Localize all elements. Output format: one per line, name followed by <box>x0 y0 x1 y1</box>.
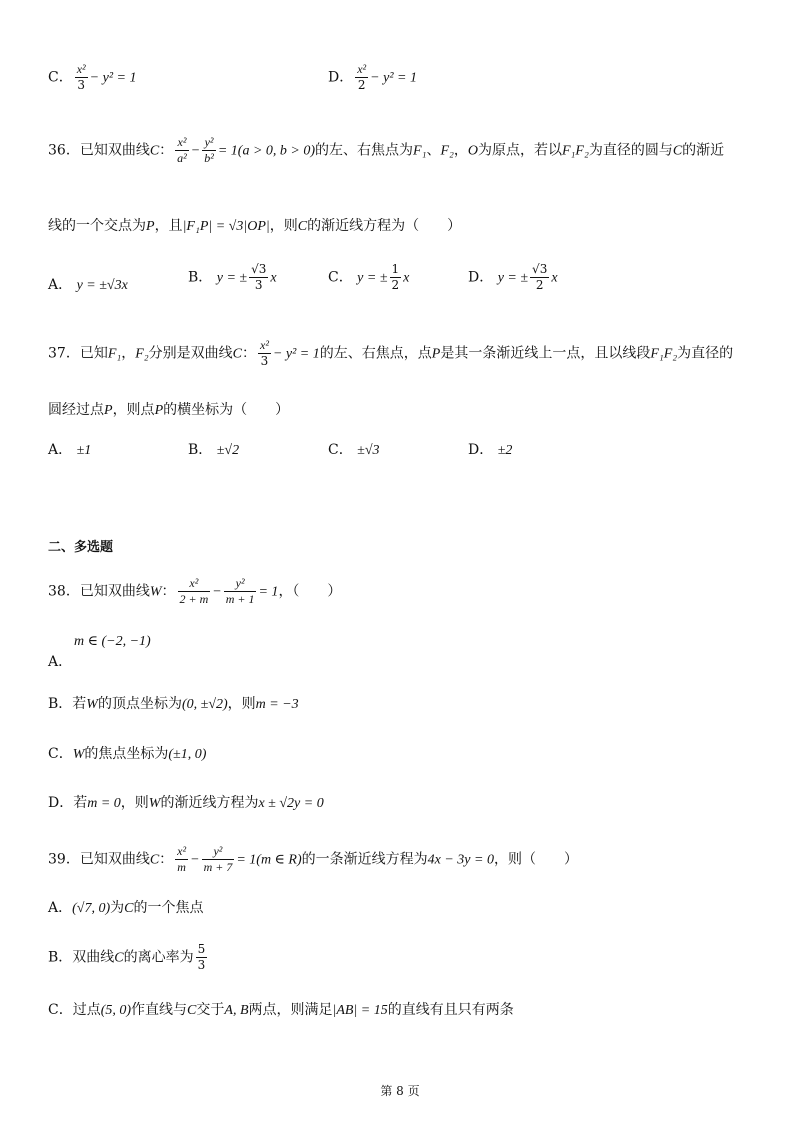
option-label: A． <box>48 442 73 458</box>
math: x <box>403 270 410 286</box>
q37-option-b <box>188 440 239 461</box>
option-label: D． <box>468 269 494 286</box>
math: W <box>86 697 98 712</box>
math: 4x − 3y = 0 <box>427 852 494 868</box>
math: A, B <box>224 1003 249 1018</box>
text: ，则 <box>120 795 149 811</box>
fraction <box>224 576 257 607</box>
math: − y² = 1 <box>272 346 320 362</box>
denominator: 3 <box>260 354 269 368</box>
option-label: D．若 <box>48 795 88 811</box>
math: (5, 0) <box>100 1003 132 1018</box>
text: 的离心率为 <box>123 949 194 966</box>
denominator: 3 <box>254 278 263 292</box>
math: (√7, 0) <box>72 901 111 916</box>
q37-option-c <box>328 440 380 461</box>
math: = 1 <box>258 584 279 600</box>
math: (±1, 0) <box>168 747 207 762</box>
option-label: D． <box>468 442 494 458</box>
section-heading: 二、多选题 <box>48 540 114 555</box>
math: O <box>467 143 478 159</box>
option-label: C．过点 <box>48 1002 101 1018</box>
option-label: A． <box>48 654 73 670</box>
option-label: A． <box>48 900 73 916</box>
text: 的焦点坐标为 <box>84 746 169 762</box>
math: − <box>212 584 222 600</box>
fraction <box>202 135 216 166</box>
text: 交于 <box>196 1002 225 1018</box>
text: 的左、右焦点为 <box>315 142 414 159</box>
text: ： <box>242 345 257 362</box>
math: y = ± <box>357 270 388 286</box>
option-label: C． <box>328 442 353 458</box>
question-number: 38．已知双曲线 <box>48 583 150 600</box>
fraction <box>202 844 235 875</box>
option-label: B．若 <box>48 696 87 712</box>
q36-stem-line1 <box>48 135 724 166</box>
text: 的渐近 <box>682 142 725 159</box>
page-footer: 第 8 页 <box>380 1084 420 1098</box>
math: C <box>114 950 124 966</box>
expression: − y² = 1 <box>370 70 417 86</box>
q36-option-c <box>328 262 409 293</box>
denominator: a² <box>177 151 187 165</box>
text: 为 <box>110 900 125 916</box>
q38-option-b <box>48 694 299 715</box>
option-label: A． <box>48 277 73 293</box>
numerator: √3 <box>532 262 548 276</box>
text: ，则点 <box>112 402 155 418</box>
math: x <box>551 270 558 286</box>
q37-stem-line2 <box>48 400 289 421</box>
text: 的直线有且只有两条 <box>387 1002 514 1018</box>
math: m = −3 <box>255 697 299 712</box>
denominator: b² <box>204 151 214 165</box>
math: − <box>190 143 201 159</box>
text: 圆经过点 <box>48 402 104 418</box>
math: W <box>72 747 85 762</box>
numerator: x² <box>175 135 189 151</box>
math: C <box>149 143 160 159</box>
numerator: x² <box>76 62 86 76</box>
question-number: 39．已知双曲线 <box>48 851 150 868</box>
q36-stem-line2 <box>48 216 461 237</box>
expression: − y² = 1 <box>89 70 137 86</box>
q38-option-a <box>48 632 151 672</box>
math: x <box>270 270 277 286</box>
math: = 1(m ∈ R) <box>236 852 302 868</box>
math: C <box>124 901 134 916</box>
q39-option-a <box>48 898 203 919</box>
expression: ±1 <box>76 443 92 458</box>
question-number: 37．已知 <box>48 345 108 362</box>
math: F₂ <box>440 143 454 159</box>
fraction <box>390 262 402 293</box>
fraction <box>175 135 189 166</box>
q39-option-b <box>48 942 209 973</box>
option-label: B． <box>188 442 213 458</box>
q37-option-a <box>48 440 91 461</box>
math: P <box>104 403 113 418</box>
numerator: 5 <box>197 942 206 956</box>
math: C <box>232 346 243 362</box>
text: 作直线与 <box>131 1002 188 1018</box>
math: P <box>146 219 155 234</box>
text: 为直径的 <box>677 345 734 362</box>
denominator: 2 <box>535 278 544 292</box>
option-label: C． <box>328 269 353 286</box>
numerator: x² <box>357 62 367 76</box>
option-label: B．双曲线 <box>48 949 115 966</box>
text: ，则 <box>269 218 298 234</box>
text: 为原点，若以 <box>477 142 562 159</box>
numerator: x² <box>260 338 269 352</box>
q39-option-c <box>48 1000 514 1021</box>
text: 线的一个交点为 <box>48 218 146 234</box>
q36-option-a <box>48 275 128 296</box>
q36-option-b <box>188 262 277 293</box>
q36-option-d <box>468 262 558 293</box>
q35-option-d <box>328 62 417 93</box>
fraction <box>258 338 271 369</box>
math: (0, ±√2) <box>181 697 228 712</box>
text: 的渐近线方程为 <box>160 795 259 811</box>
numerator: y² <box>202 135 216 151</box>
expression: ±√2 <box>216 443 240 458</box>
text: 是其一条渐近线上一点，且以线段 <box>440 345 651 362</box>
text: 的横坐标为（ ） <box>163 402 290 418</box>
fraction <box>178 576 211 607</box>
text: ： <box>161 583 176 600</box>
text: ，且 <box>154 218 183 234</box>
math: C <box>672 143 683 159</box>
numerator: √3 <box>251 262 267 276</box>
expression: y = ±√3x <box>76 278 128 293</box>
text: 的渐近线方程为（ ） <box>307 218 462 234</box>
option-label: B． <box>188 269 213 286</box>
numerator: x² <box>178 576 211 592</box>
fraction <box>75 62 88 93</box>
q37-option-d <box>468 440 512 461</box>
math: P <box>431 346 441 362</box>
denominator: m <box>177 860 186 874</box>
math: C <box>297 219 308 234</box>
text: 为直径的圆与 <box>588 142 673 159</box>
numerator: 1 <box>391 262 400 276</box>
denominator: 2 <box>357 78 366 92</box>
math: F₁ <box>107 346 122 362</box>
denominator: 3 <box>77 78 85 92</box>
math: C <box>149 852 160 868</box>
math: − <box>190 852 200 868</box>
math: y = ± <box>497 270 529 286</box>
text: 分别是双曲线 <box>148 345 233 362</box>
math: W <box>149 584 162 600</box>
expression: m ∈ (−2, −1) <box>74 634 151 649</box>
q38-option-d <box>48 793 324 814</box>
numerator: x² <box>177 844 187 858</box>
question-number: 36．已知双曲线 <box>48 142 150 159</box>
math: F₁ <box>413 143 427 159</box>
text: 的左、右焦点，点 <box>319 345 432 362</box>
math: |F₁P| = √3|OP| <box>182 219 270 234</box>
text: 两点，则满足 <box>248 1002 333 1018</box>
text: ，则 <box>227 696 256 712</box>
expression: ±2 <box>497 443 513 458</box>
denominator: m + 7 <box>203 860 233 874</box>
text: 的一条渐近线方程为 <box>301 851 428 868</box>
math: F₁F₂ <box>650 346 678 362</box>
q38-option-c <box>48 744 206 765</box>
text: ： <box>159 142 174 159</box>
option-label: C． <box>48 746 73 762</box>
fraction <box>530 262 549 293</box>
denominator: m + 1 <box>225 592 255 606</box>
fraction <box>196 942 208 973</box>
text: ， <box>121 345 136 362</box>
denominator: 3 <box>197 958 206 972</box>
fraction <box>249 262 268 293</box>
math: y = ± <box>216 270 248 286</box>
text: 的一个焦点 <box>133 900 204 916</box>
math: F₁F₂ <box>561 143 589 159</box>
math: P <box>154 403 164 418</box>
math: |AB| = 15 <box>332 1003 388 1018</box>
numerator: y² <box>202 844 235 860</box>
q39-stem <box>48 844 578 875</box>
text: ： <box>159 851 174 868</box>
expression: ±√3 <box>357 443 380 458</box>
option-label: D． <box>328 69 354 86</box>
text: ， <box>453 142 468 159</box>
text: ，（ ） <box>278 583 342 600</box>
q38-stem <box>48 576 341 607</box>
text: 、 <box>426 142 441 159</box>
q37-stem-line1 <box>48 338 733 369</box>
math: W <box>148 796 161 811</box>
math: C <box>187 1003 197 1018</box>
option-label: C． <box>48 69 73 86</box>
fraction <box>175 844 188 875</box>
denominator: 2 <box>391 278 400 292</box>
text: 的顶点坐标为 <box>97 696 182 712</box>
denominator: 2 + m <box>179 592 209 606</box>
math: F₂ <box>135 346 149 362</box>
math: m = 0 <box>87 796 121 811</box>
text: ，则（ ） <box>493 851 578 868</box>
math: x ± √2y = 0 <box>258 796 324 811</box>
math: = 1(a > 0, b > 0) <box>217 143 316 159</box>
fraction <box>355 62 368 93</box>
numerator: y² <box>224 576 257 592</box>
q35-option-c <box>48 62 136 93</box>
